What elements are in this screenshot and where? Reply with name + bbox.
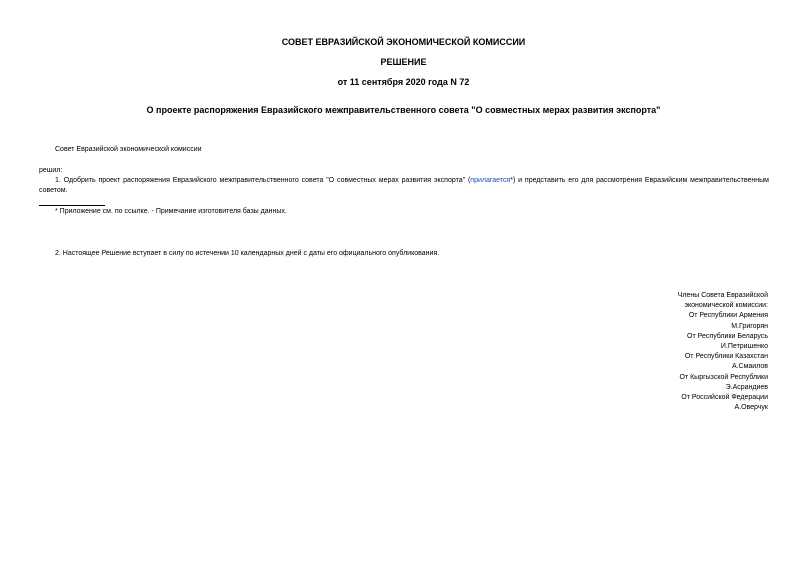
org-heading: СОВЕТ ЕВРАЗИЙСКОЙ ЭКОНОМИЧЕСКОЙ КОМИССИИ (281, 37, 526, 47)
signature-line: Члены Совета Евразийской (677, 292, 768, 299)
signature-line: Э.Асрандиев (725, 383, 768, 391)
footnote-divider (39, 205, 105, 206)
footnote-text: * Приложение см. по ссылке. - Примечание изготовителя базы данных. (55, 208, 287, 215)
signature-line: От Республики Казахстан (684, 353, 768, 361)
signature-line: От Республики Беларусь (687, 332, 768, 340)
document-title: О проекте распоряжения Евразийского межправительственного совета "О совместных мерах развития экспорта" (146, 105, 661, 115)
attachment-link[interactable]: прилагается (470, 177, 511, 184)
item-1-text-start: 1. Одобрить проект распоряжения Евразийского межправительственного совета "О совместных мерах развития экспорта" ( (55, 177, 471, 184)
signature-line: экономической комиссии: (684, 302, 768, 310)
item-2-paragraph: 2. Настоящее Решение вступает в силу по истечении 10 календарных дней с даты его официального опубликования. (55, 250, 440, 257)
date-number-heading: от 11 сентября 2020 года N 72 (337, 77, 470, 87)
signature-line: А.Оверчук (734, 404, 768, 412)
signature-line: От Российской Федерации (681, 394, 768, 402)
item-1-text-end: *) и представить его для рассмотрения Евразийским межправительственным советом. (39, 177, 769, 194)
intro-text: Совет Евразийской экономической комиссии (55, 146, 202, 153)
signature-line: И.Петришенко (720, 343, 768, 351)
signature-line: А.Смаилов (731, 363, 768, 371)
signature-line: М.Григорян (731, 322, 768, 330)
decided-text: решил: (39, 167, 63, 174)
doc-type-heading: РЕШЕНИЕ (380, 57, 427, 67)
signature-line: От Кыргызской Республики (679, 373, 768, 381)
item-1-paragraph (39, 176, 769, 196)
signature-line: От Республики Армения (688, 312, 768, 320)
signatures-block (678, 291, 768, 413)
